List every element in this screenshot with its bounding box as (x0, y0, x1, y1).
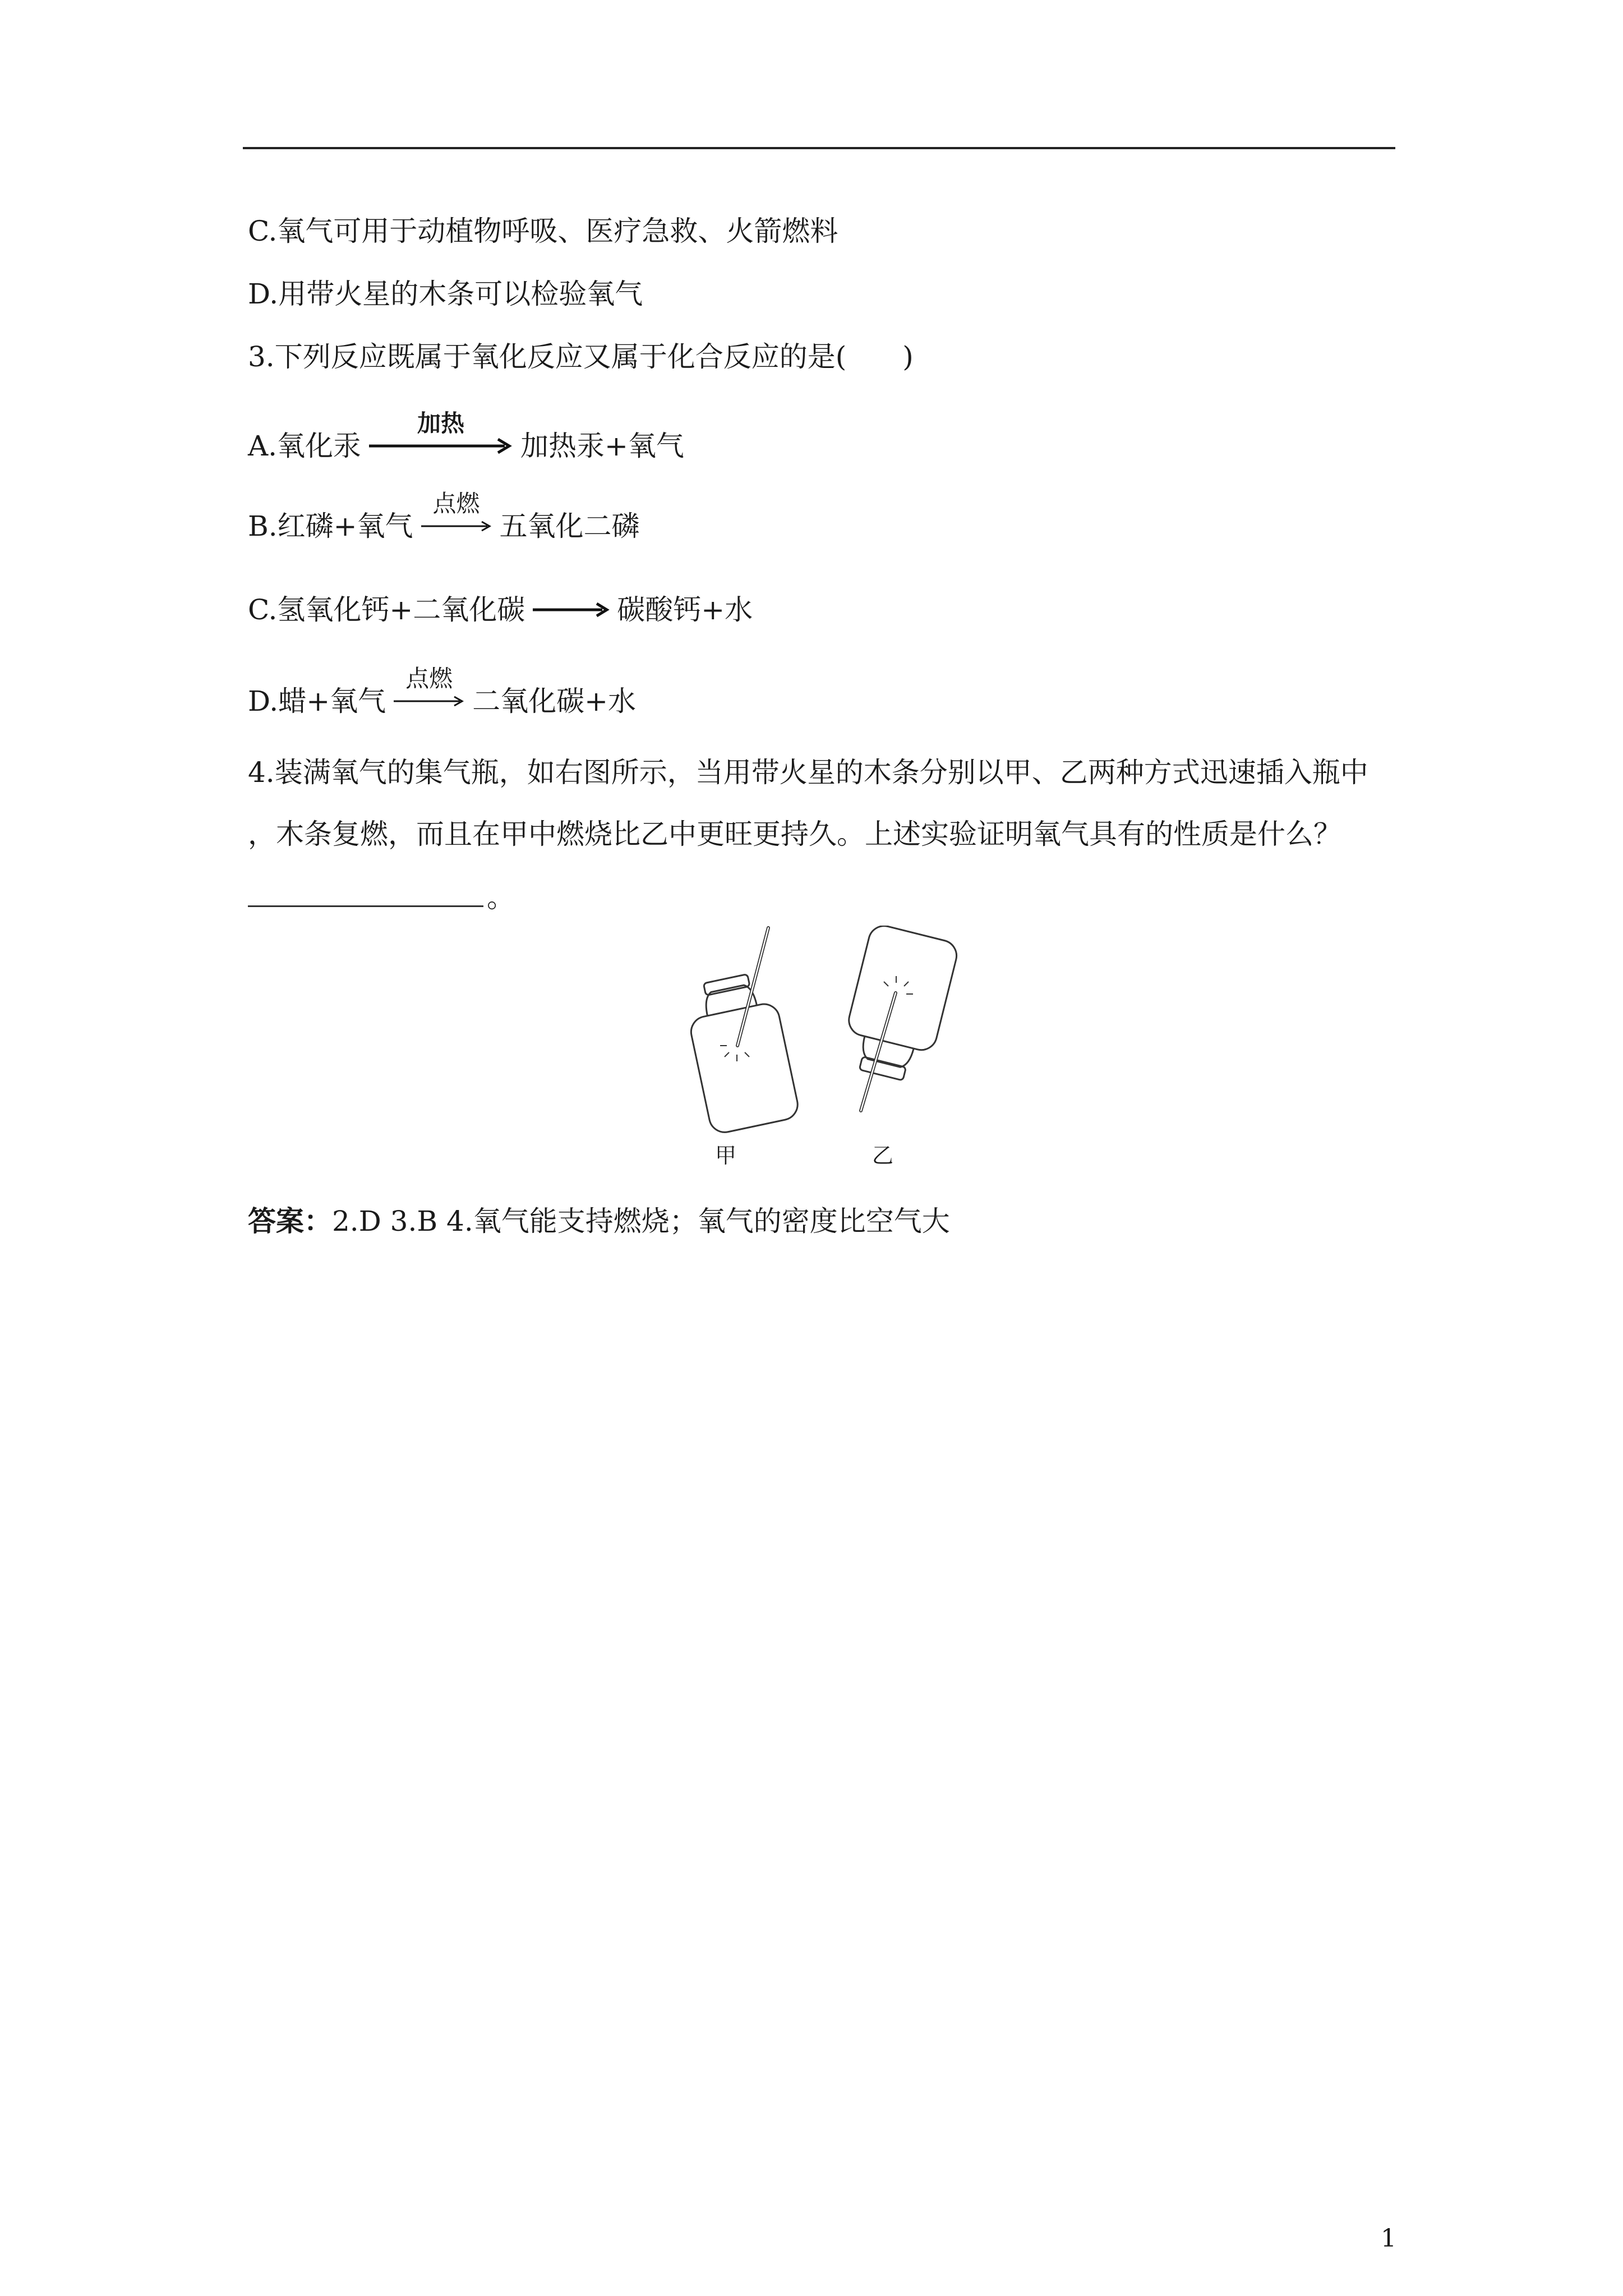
arrow-icon (393, 690, 465, 712)
bottle-jia (681, 969, 800, 1135)
page-number: 1 (1381, 2224, 1396, 2253)
arrow-icon (368, 435, 514, 457)
arrow-condition: 点燃 (432, 490, 480, 517)
answer-label: 答案： (248, 1205, 332, 1237)
reactant-text: A.氧化汞 (248, 430, 362, 462)
header-rule (243, 147, 1395, 149)
option-2d: D.用带火星的木条可以检验氧气 (248, 278, 643, 310)
product-text: 二氧化碳+水 (472, 685, 636, 717)
glow-jia (720, 1046, 749, 1061)
reaction-arrow (393, 665, 465, 712)
bottles-diagram (662, 926, 976, 1150)
arrow-condition: 点燃 (405, 665, 453, 692)
arrow-icon (532, 599, 610, 621)
option-3d (248, 665, 636, 719)
arrow-icon (420, 515, 493, 537)
product-text: 加热汞+氧气 (520, 430, 684, 462)
answer-blank (248, 883, 483, 907)
answer-text: 2.D 3.B 4.氧气能支持燃烧；氧气的密度比空气大 (332, 1205, 950, 1237)
glow-yi (884, 976, 913, 994)
question-4-line1: 4.装满氧气的集气瓶，如右图所示，当用带火星的木条分别以甲、乙两种方式迅速插入瓶中 (248, 756, 1368, 789)
figure-label-jia: 甲 (715, 1143, 737, 1168)
reaction-arrow (420, 490, 493, 537)
option-3b (248, 490, 640, 544)
answer-blank-line (248, 880, 515, 915)
reactant-text: C.氢氧化钙+二氧化碳 (248, 593, 525, 626)
product-text: 五氧化二磷 (499, 510, 640, 542)
product-text: 碳酸钙+水 (617, 593, 753, 626)
question-3: 3.下列反应既属于氧化反应又属于化合反应的是( ) (248, 341, 914, 373)
reaction-arrow (368, 409, 514, 457)
question-4-line2: ，木条复燃，而且在甲中燃烧比乙中更旺更持久。上述实验证明氧气具有的性质是什么？ (248, 818, 1341, 850)
answer-line (248, 1203, 950, 1239)
option-2c: C.氧气可用于动植物呼吸、医疗急救、火箭燃料 (248, 215, 838, 247)
bottle-yi (837, 926, 960, 1086)
option-3c (248, 592, 753, 628)
reactant-text: B.红磷+氧气 (248, 510, 413, 542)
blank-end-mark: 。 (487, 881, 515, 914)
arrow-condition: 加热 (417, 409, 465, 437)
reaction-arrow (532, 599, 610, 621)
gas-bottle-figure (662, 926, 976, 1184)
figure-label-yi: 乙 (872, 1143, 894, 1168)
reactant-text: D.蜡+氧气 (248, 685, 386, 717)
option-3a (248, 409, 684, 464)
